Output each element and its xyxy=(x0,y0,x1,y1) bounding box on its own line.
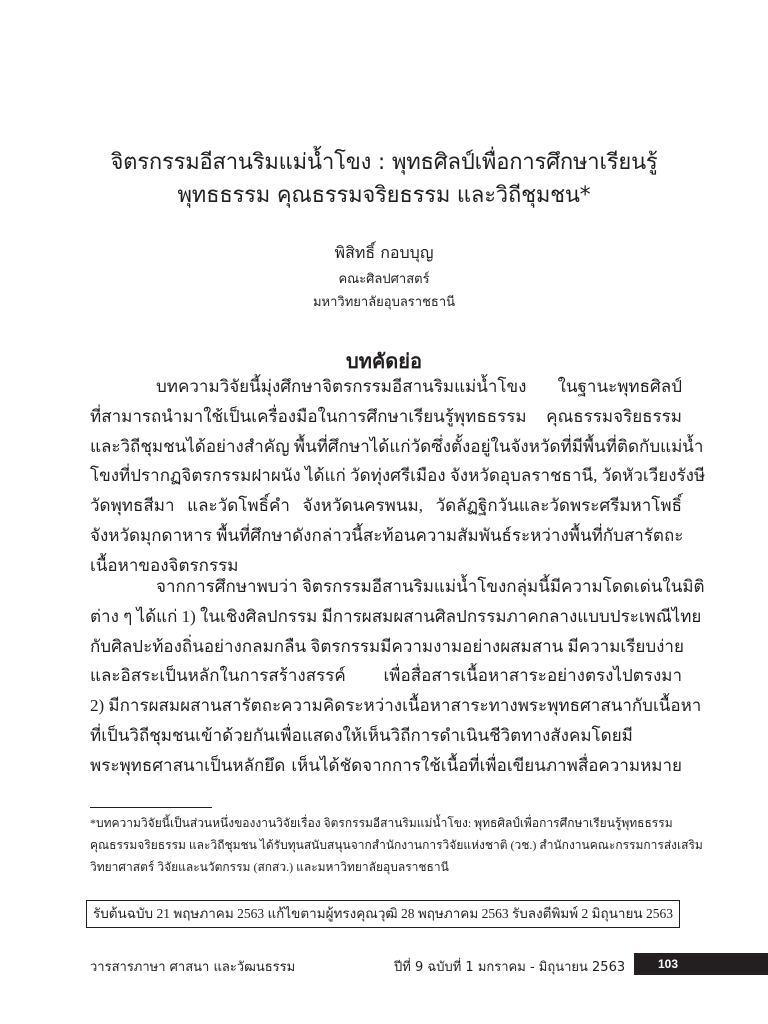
text-line: โขงที่ปรากฏจิตรกรรมฝาผนัง ได้แก่ วัดทุ่งศรีเมือง จังหวัดอุบลราชธานี, วัดหัวเวียงรังษี xyxy=(90,466,706,486)
text-line: และอิสระเป็นหลักในการสร้างสรรค์ เพื่อสื่อสารเนื้อหาสาระอย่างตรงไปตรงมา xyxy=(90,666,682,686)
abstract-paragraph-2 xyxy=(90,572,705,781)
text-line: จังหวัดมุกดาหาร พื้นที่ศึกษาดังกล่าวนี้สะท้อนความสัมพันธ์ระหว่างพื้นที่กับสารัตถะ xyxy=(90,525,684,545)
text-line: วัดพุทธสีมา และวัดโพธิ์คำ จังหวัดนครพนม, วัดลัฏฐิกวันและวัดพระศรีมหาโพธิ์ xyxy=(90,496,682,516)
text-line: จากการศึกษาพบว่า จิตรกรรมอีสานริมแม่น้ำโขงกลุ่มนี้มีความโดดเด่นในมิติ xyxy=(156,577,705,596)
author-name: พิสิทธิ์ กอบบุญ xyxy=(334,243,434,262)
footnote-line: *บทความวิจัยนี้เป็นส่วนหนึ่งของงานวิจัยเรื่อง จิตรกรรมอีสานริมแม่น้ำโขง: พุทธศิลป์เพื่อการศึกษาเรียนรู้พุทธธรรม xyxy=(90,816,673,830)
submission-dates-box: รับต้นฉบับ 21 พฤษภาคม 2563 แก้ไขตามผู้ทรงคุณวุฒิ 28 พฤษภาคม 2563 รับลงตีพิมพ์ 2 มิถุนายน 2563 xyxy=(86,900,680,928)
journal-name: วารสารภาษา ศาสนา และวัฒนธรรม xyxy=(90,960,296,975)
footnote-line: คุณธรรมจริยธรรม และวิถีชุมชน ได้รับทุนสนับสนุนจากสำนักงานการวิจัยแห่งชาติ (วช.) สำนักงานคณะกรรมการส่งเสริม xyxy=(90,838,703,852)
text-line: 2) มีการผสมผสานสารัตถะความคิดระหว่างเนื้อหาสาระทางพระพุทธศาสนากับเนื้อหา xyxy=(90,696,702,716)
text-line: และวิถีชุมชนได้อย่างสำคัญ พื้นที่ศึกษาได้แก่วัดซึ่งตั้งอยู่ในจังหวัดที่มีพื้นที่ติดกับแม่น้ำ xyxy=(90,436,704,456)
page-number: 103 xyxy=(634,953,768,975)
text-line: ต่าง ๆ ได้แก่ 1) ในเชิงศิลปกรรม มีการผสมผสานศิลปกรรมภาคกลางแบบประเพณีไทย xyxy=(90,606,702,626)
abstract-heading: บทคัดย่อ xyxy=(346,351,422,373)
author-university: มหาวิทยาลัยอุบลราชธานี xyxy=(312,295,456,310)
article-title-line-2: พุทธธรรม คุณธรรมจริยธรรม และวิถีชุมชน* xyxy=(177,183,591,208)
text-line: เนื้อหาของจิตรกรรม xyxy=(90,555,239,575)
text-line: ที่เป็นวิถีชุมชนเข้าด้วยกันเพื่อแสดงให้เห็นวิถีการดำเนินชีวิตทางสังคมโดยมี xyxy=(90,725,633,745)
footnote-divider xyxy=(90,807,212,808)
text-line: พระพุทธศาสนาเป็นหลักยึด เห็นได้ชัดจากการใช้เนื้อที่เพื่อเขียนภาพสื่อความหมาย xyxy=(90,755,682,775)
text-line: กับศิลปะท้องถิ่นอย่างกลมกลืน จิตรกรรมมีความงามอย่างผสมสาน มีความเรียบง่าย xyxy=(90,636,684,656)
footnote-line: วิทยาศาสตร์ วิจัยและนวัตกรรม (สกสว.) และมหาวิทยาลัยอุบลราชธานี xyxy=(90,860,449,874)
text-line: ที่สามารถนำมาใช้เป็นเครื่องมือในการศึกษาเรียนรู้พุทธธรรม คุณธรรมจริยธรรม xyxy=(90,406,682,426)
author-faculty: คณะศิลปศาสตร์ xyxy=(338,272,430,287)
footnote xyxy=(90,812,703,878)
text-line: บทความวิจัยนี้มุ่งศึกษาจิตรกรรมอีสานริมแม่น้ำโขง ในฐานะพุทธศิลป์ xyxy=(156,377,682,396)
abstract-paragraph-1 xyxy=(90,372,706,581)
article-title-line-1: จิตรกรรมอีสานริมแม่น้ำโขง : พุทธศิลป์เพื่อการศึกษาเรียนรู้ xyxy=(110,150,658,175)
issue-info: ปีที่ 9 ฉบับที่ 1 มกราคม - มิถุนายน 2563 xyxy=(394,960,626,975)
